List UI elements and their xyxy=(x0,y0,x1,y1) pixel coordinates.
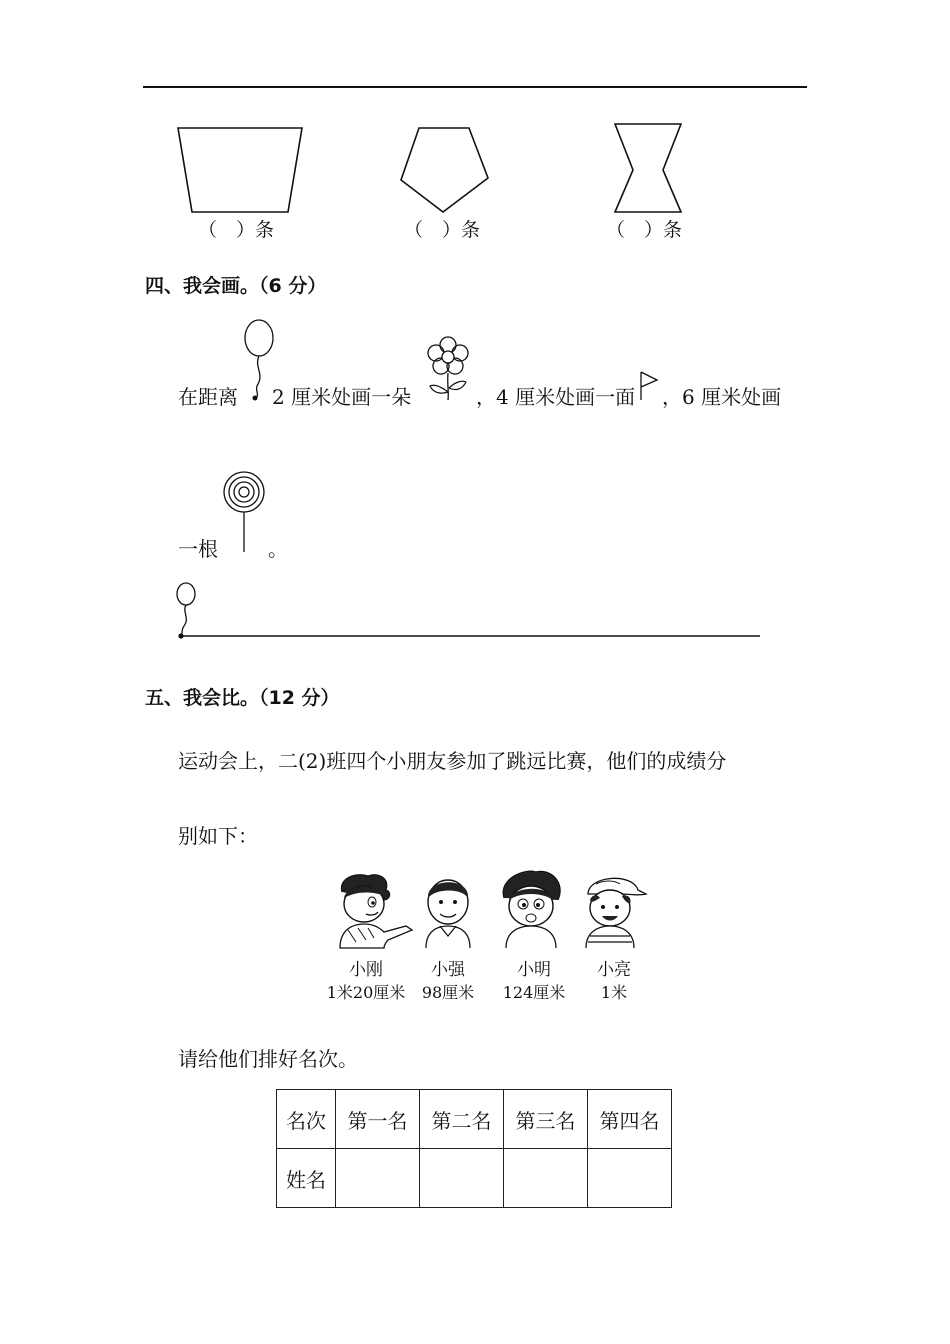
intro-line-1: 运动会上，二(2)班四个小朋友参加了跳远比赛，他们的成绩分 xyxy=(178,749,727,773)
lollipop-icon xyxy=(218,470,270,556)
hourglass-count-blank: （ ）条 xyxy=(606,219,683,241)
kid-name-xiaoqiang: 小强 xyxy=(431,960,465,980)
draw-instruction-line2-suffix: 。 xyxy=(268,537,288,561)
ranking-instruction: 请给他们排好名次。 xyxy=(178,1047,358,1071)
drawing-ruler-line xyxy=(170,578,770,642)
flower-icon xyxy=(422,336,474,402)
answer-cell-fourth[interactable] xyxy=(588,1149,672,1208)
kid-xiaoliang-illustration xyxy=(578,870,648,950)
draw-instruction-part2: ，4 厘米处画一面 xyxy=(476,385,636,409)
ranking-header-row xyxy=(277,1090,672,1149)
top-rule xyxy=(143,86,807,88)
draw-instruction-line2-prefix: 一根 xyxy=(178,537,218,561)
kid-xiaoqiang-illustration xyxy=(418,870,478,950)
section-4-heading: 四、我会画。（6 分） xyxy=(145,275,327,297)
kid-name-xiaoliang: 小亮 xyxy=(597,960,631,980)
kid-result-xiaoming: 124厘米 xyxy=(502,983,566,1002)
draw-instruction-part3: ，6 厘米处画 xyxy=(662,385,782,409)
ranking-name-row xyxy=(277,1149,672,1208)
header-third-place: 第三名 xyxy=(504,1090,588,1149)
kid-xiaogang-illustration xyxy=(328,870,420,950)
answer-cell-second[interactable] xyxy=(420,1149,504,1208)
pentagon-count-blank: （ ）条 xyxy=(404,219,481,241)
flag-icon xyxy=(638,370,660,404)
kid-name-xiaoming: 小明 xyxy=(517,960,551,980)
kid-result-xiaoqiang: 98厘米 xyxy=(421,983,475,1002)
hourglass-shape xyxy=(605,120,695,220)
header-rank-label: 名次 xyxy=(277,1090,336,1149)
answer-cell-first[interactable] xyxy=(336,1149,420,1208)
kid-xiaoming-illustration xyxy=(496,868,566,950)
header-first-place: 第一名 xyxy=(336,1090,420,1149)
name-row-label: 姓名 xyxy=(277,1149,336,1208)
header-second-place: 第二名 xyxy=(420,1090,504,1149)
pentagon-shape xyxy=(395,120,495,220)
draw-instruction-prefix: 在距离 xyxy=(178,385,238,409)
header-fourth-place: 第四名 xyxy=(588,1090,672,1149)
ranking-table xyxy=(276,1089,672,1208)
trapezoid-shape xyxy=(170,120,310,220)
trapezoid-count-blank: （ ）条 xyxy=(198,219,275,241)
kid-result-xiaoliang: 1米 xyxy=(600,983,628,1002)
intro-line-2: 别如下： xyxy=(178,824,258,848)
answer-cell-third[interactable] xyxy=(504,1149,588,1208)
kid-name-xiaogang: 小刚 xyxy=(349,960,383,980)
kid-result-xiaogang: 1米20厘米 xyxy=(326,983,406,1002)
section-5-heading: 五、我会比。（12 分） xyxy=(145,687,340,709)
draw-instruction-part1: 2 厘米处画一朵 xyxy=(272,385,412,409)
